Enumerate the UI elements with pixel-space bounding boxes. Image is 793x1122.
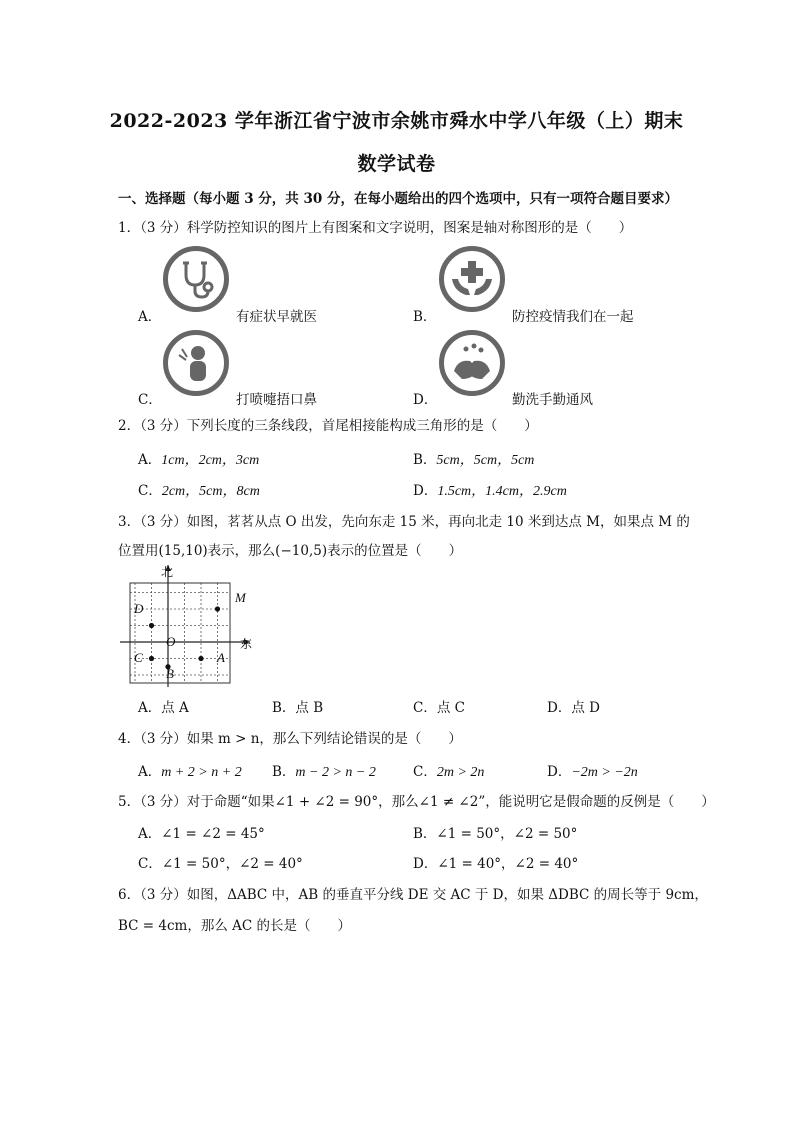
q1-option-d-letter: D．: [413, 392, 438, 408]
q4-option-a: [138, 760, 242, 781]
q3-option-b-letter: B．: [272, 700, 296, 716]
q2-option-d-text: 1.5cm，1.4cm，2.9cm: [437, 484, 567, 499]
q3-option-c-letter: C．: [413, 700, 437, 716]
q2-option-d: [413, 479, 567, 500]
q5-option-a-text: ∠1 = ∠2 = 45°: [161, 826, 265, 842]
q1-option-a-caption: 有症状早就医: [236, 309, 317, 325]
point-a-label: A: [217, 650, 225, 665]
q2-option-a-text: 1cm，2cm，3cm: [161, 453, 260, 468]
q4-option-c-text: 2m > 2n: [436, 765, 485, 780]
q2-option-c-letter: C．: [138, 483, 162, 499]
q2-option-b-letter: B．: [413, 452, 437, 468]
point-b-label: B: [166, 666, 174, 681]
q1-option-c-caption: 打喷嚏捂口鼻: [236, 392, 317, 408]
q4-option-b-text: m − 2 > n − 2: [295, 765, 376, 780]
q6-stem-line2: BC = 4cm，那么 AC 的长是（ ）: [118, 918, 352, 934]
grid-border: [130, 583, 230, 683]
q5-option-a-letter: A．: [138, 826, 162, 842]
q2-stem: 2．（3 分）下列长度的三条线段，首尾相接能构成三角形的是（ ）: [118, 418, 538, 434]
q4-option-c-letter: C．: [413, 764, 437, 780]
q1-option-d-caption: 勤洗手勤通风: [512, 392, 593, 408]
q1-option-a-letter: A．: [138, 309, 162, 325]
q3-option-d-text: 点 D: [571, 700, 600, 716]
q1-option-b-caption: 防控疫情我们在一起: [512, 309, 634, 325]
section-heading: 一、选择题（每小题 3 分，共 30 分，在每小题给出的四个选项中，只有一项符合题目要求）: [118, 191, 678, 207]
q2-option-a: [138, 448, 259, 469]
q5-option-c-text: ∠1 = 50°，∠2 = 40°: [161, 856, 303, 872]
point-o-label: O: [166, 634, 176, 649]
q3-option-d: [547, 696, 600, 716]
point-m-dot: [215, 606, 220, 611]
point-a-dot: [198, 656, 203, 661]
q3-option-b: [272, 696, 323, 716]
q4-option-b-letter: B．: [272, 764, 296, 780]
exam-title-line2: 数学试卷: [357, 153, 436, 175]
q3-option-a-letter: A．: [138, 700, 162, 716]
q5-option-b: [413, 822, 577, 842]
stethoscope-icon: [163, 246, 229, 312]
point-d-label: D: [134, 601, 144, 616]
q5-option-c: [138, 852, 303, 872]
q1-stem: 1．（3 分）科学防控知识的图片上有图案和文字说明，图案是轴对称图形的是（ ）: [118, 220, 633, 236]
q1-option-b-letter: B．: [413, 309, 437, 325]
q2-option-c-text: 2cm，5cm，8cm: [161, 484, 260, 499]
q5-option-d-letter: D．: [413, 856, 438, 872]
q2-option-c: [138, 479, 260, 500]
q3-grid-svg: [118, 563, 268, 688]
q4-option-d-letter: D．: [547, 764, 572, 780]
point-c-dot: [149, 656, 154, 661]
east-label: 东: [240, 637, 253, 651]
sneeze-icon: [163, 330, 229, 396]
hands-cross-icon: [439, 246, 505, 312]
q3-coordinate-figure: [118, 563, 268, 692]
q3-stem-line1: 3．（3 分）如图，茗茗从点 O 出发，先向东走 15 米，再向北走 10 米到达点 M，如果点 M 的: [118, 514, 690, 530]
q2-option-a-letter: A．: [138, 452, 162, 468]
point-c-label: C: [134, 650, 143, 665]
q2-option-b: [413, 448, 534, 469]
q5-option-a: [138, 822, 265, 842]
point-m-label: M: [235, 590, 246, 605]
q4-option-a-text: m + 2 > n + 2: [161, 765, 242, 780]
q3-stem-line2: 位置用(15,10)表示，那么(−10,5)表示的位置是（ ）: [118, 543, 463, 559]
q4-stem: 4．（3 分）如果 m > n，那么下列结论错误的是（ ）: [118, 731, 462, 747]
q5-option-b-text: ∠1 = 50°，∠2 = 50°: [436, 826, 578, 842]
q5-option-d-text: ∠1 = 40°，∠2 = 40°: [437, 856, 579, 872]
q3-option-a-text: 点 A: [161, 700, 189, 716]
q5-option-b-letter: B．: [413, 826, 437, 842]
q3-option-c-text: 点 C: [436, 700, 465, 716]
q4-option-a-letter: A．: [138, 764, 162, 780]
q4-option-d: [547, 760, 638, 781]
q3-option-a: [138, 696, 189, 716]
q3-option-c: [413, 696, 465, 716]
exam-title-line1: 2022-2023 学年浙江省宁波市余姚市舜水中学八年级（上）期末: [109, 110, 684, 132]
north-label: 北: [161, 565, 174, 579]
q4-option-d-text: −2m > −2n: [571, 765, 638, 780]
q5-stem: 5．（3 分）对于命题“如果∠1 + ∠2 = 90°，那么∠1 ≠ ∠2”，能说明它是假命题的反例是（ ）: [118, 794, 715, 810]
q1-option-c-letter: C．: [138, 392, 162, 408]
q2-option-b-text: 5cm，5cm，5cm: [436, 453, 535, 468]
q3-option-b-text: 点 B: [295, 700, 324, 716]
point-d-dot: [149, 623, 154, 628]
q3-option-d-letter: D．: [547, 700, 572, 716]
q2-option-d-letter: D．: [413, 483, 438, 499]
q6-stem-line1: 6．（3 分）如图，ΔABC 中，AB 的垂直平分线 DE 交 AC 于 D，如果 ΔDBC 的周长等于 9cm，: [118, 887, 708, 903]
q5-option-d: [413, 852, 578, 872]
q5-option-c-letter: C．: [138, 856, 162, 872]
q4-option-c: [413, 760, 484, 781]
q4-option-b: [272, 760, 376, 781]
handwash-icon: [439, 330, 505, 396]
